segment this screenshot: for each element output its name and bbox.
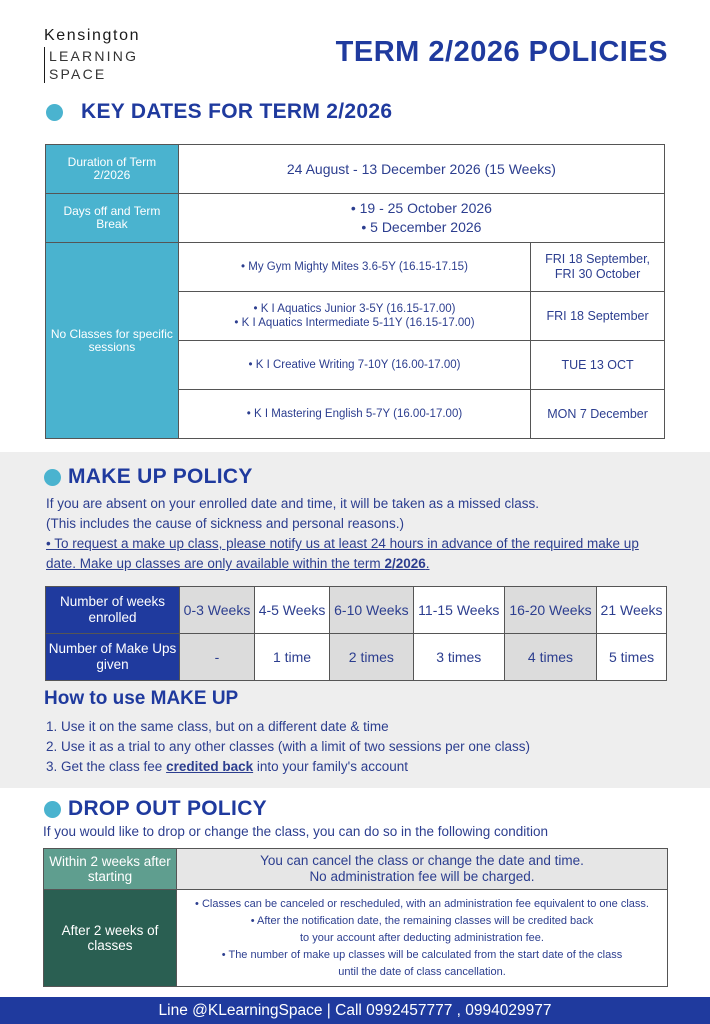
session-name bbox=[178, 390, 530, 439]
duration-label: Duration of Term 2/2026 bbox=[46, 145, 179, 194]
makeups-cell: - bbox=[180, 634, 255, 681]
key-dates-table bbox=[45, 144, 665, 439]
page-title: TERM 2/2026 POLICIES bbox=[335, 36, 668, 68]
list-item: 1. Use it on the same class, but on a different date & time bbox=[46, 719, 389, 734]
no-classes-label: No Classes for specific sessions bbox=[46, 243, 179, 439]
makeup-request-text: • To request a make up class, please notify us at least 24 hours in advance of the required make up date. Make up classes are only available within the term bbox=[46, 536, 639, 571]
key-dates-heading-text: KEY DATES FOR TERM 2/2026 bbox=[81, 100, 393, 123]
weeks-cell: 0-3 Weeks bbox=[180, 587, 255, 634]
within-line: You can cancel the class or change the date and time. bbox=[260, 853, 584, 868]
session-line: • K I Mastering English 5-7Y (16.00-17.00) bbox=[246, 408, 463, 420]
days-off-label: Days off and Term Break bbox=[46, 194, 179, 243]
days-off-value bbox=[178, 194, 664, 243]
session-dates bbox=[531, 390, 665, 439]
dropout-heading bbox=[44, 797, 267, 821]
after-2-weeks-text bbox=[177, 890, 668, 987]
after-line: until the date of class cancellation. bbox=[338, 965, 506, 978]
weeks-cell: 11-15 Weeks bbox=[413, 587, 504, 634]
after-2-weeks-label: After 2 weeks of classes bbox=[44, 890, 177, 987]
table-row bbox=[44, 849, 668, 890]
list-item: 2. Use it as a trial to any other classes (with a limit of two sessions per one class) bbox=[46, 739, 530, 754]
logo bbox=[44, 27, 140, 83]
within-2-weeks-label: Within 2 weeks after starting bbox=[44, 849, 177, 890]
makeup-request-note bbox=[46, 534, 666, 574]
key-dates-heading bbox=[44, 100, 392, 124]
bullet-dot-icon bbox=[46, 104, 63, 121]
makeups-header: Number of Make Ups given bbox=[46, 634, 180, 681]
step3-highlight: credited back bbox=[166, 759, 254, 774]
logo-line-3: SPACE bbox=[49, 66, 107, 82]
step3-end: into your family's account bbox=[253, 759, 409, 774]
makeup-request-end: . bbox=[425, 556, 430, 571]
dropout-intro: If you would like to drop or change the class, you can do so in the following condition bbox=[43, 824, 549, 839]
session-line: • K I Creative Writing 7-10Y (16.00-17.00) bbox=[248, 359, 461, 371]
weeks-cell: 21 Weeks bbox=[597, 587, 667, 634]
logo-subtitle bbox=[44, 47, 140, 83]
table-row bbox=[46, 634, 667, 681]
after-line: • Classes can be canceled or rescheduled, with an administration fee equivalent to one class. bbox=[195, 897, 649, 910]
session-date: FRI 18 September bbox=[546, 308, 649, 323]
footer-contact: Line @KLearningSpace | Call 0992457777 , 0994029977 bbox=[0, 997, 710, 1024]
logo-line-2: LEARNING bbox=[49, 48, 139, 64]
session-date: MON 7 December bbox=[547, 406, 648, 421]
session-dates bbox=[531, 243, 665, 292]
howto-steps bbox=[46, 717, 530, 777]
session-name bbox=[178, 243, 530, 292]
dropout-heading-text: DROP OUT POLICY bbox=[68, 797, 267, 820]
makeups-cell: 2 times bbox=[330, 634, 414, 681]
session-line: • K I Aquatics Junior 3-5Y (16.15-17.00) bbox=[253, 303, 456, 315]
logo-line-1: Kensington bbox=[44, 27, 141, 44]
makeup-term: 2/2026 bbox=[384, 556, 426, 571]
table-row bbox=[46, 194, 665, 243]
bullet-dot-icon bbox=[44, 469, 61, 486]
bullet-dot-icon bbox=[44, 801, 61, 818]
after-line: • After the notification date, the remaining classes will be credited back bbox=[250, 914, 594, 927]
makeup-heading bbox=[44, 465, 253, 489]
session-line: • My Gym Mighty Mites 3.6-5Y (16.15-17.15) bbox=[241, 261, 468, 273]
makeup-para-2: (This includes the cause of sickness and personal reasons.) bbox=[46, 516, 404, 531]
makeups-cell: 4 times bbox=[504, 634, 596, 681]
days-off-item: • 19 - 25 October 2026 bbox=[350, 200, 492, 216]
session-date: TUE 13 OCT bbox=[561, 357, 634, 372]
session-dates bbox=[531, 341, 665, 390]
table-row bbox=[46, 587, 667, 634]
weeks-cell: 6-10 Weeks bbox=[330, 587, 414, 634]
within-line: No administration fee will be charged. bbox=[309, 869, 535, 884]
session-date: FRI 30 October bbox=[554, 267, 641, 281]
session-name bbox=[178, 292, 530, 341]
table-row bbox=[46, 243, 665, 292]
session-line: • K I Aquatics Intermediate 5-11Y (16.15-17.00) bbox=[234, 317, 475, 329]
table-row bbox=[46, 145, 665, 194]
session-dates bbox=[531, 292, 665, 341]
session-name bbox=[178, 341, 530, 390]
within-2-weeks-text bbox=[177, 849, 668, 890]
duration-value: 24 August - 13 December 2026 (15 Weeks) bbox=[178, 145, 664, 194]
step3-text: 3. Get the class fee bbox=[46, 759, 167, 774]
makeups-cell: 5 times bbox=[597, 634, 667, 681]
makeups-cell: 3 times bbox=[413, 634, 504, 681]
dropout-table bbox=[43, 848, 668, 987]
list-item bbox=[46, 757, 530, 777]
makeup-table bbox=[45, 586, 667, 681]
after-line: • The number of make up classes will be calculated from the start date of the class bbox=[221, 948, 623, 961]
makeup-para-1: If you are absent on your enrolled date and time, it will be taken as a missed class. bbox=[46, 496, 540, 511]
table-row bbox=[44, 890, 668, 987]
makeups-cell: 1 time bbox=[255, 634, 330, 681]
howto-heading: How to use MAKE UP bbox=[44, 688, 239, 709]
session-date: FRI 18 September, bbox=[545, 252, 651, 266]
after-line: to your account after deducting administration fee. bbox=[300, 931, 544, 944]
weeks-cell: 16-20 Weeks bbox=[504, 587, 596, 634]
weeks-header: Number of weeks enrolled bbox=[46, 587, 180, 634]
days-off-item: • 5 December 2026 bbox=[361, 219, 482, 235]
weeks-cell: 4-5 Weeks bbox=[255, 587, 330, 634]
makeup-heading-text: MAKE UP POLICY bbox=[68, 465, 253, 488]
